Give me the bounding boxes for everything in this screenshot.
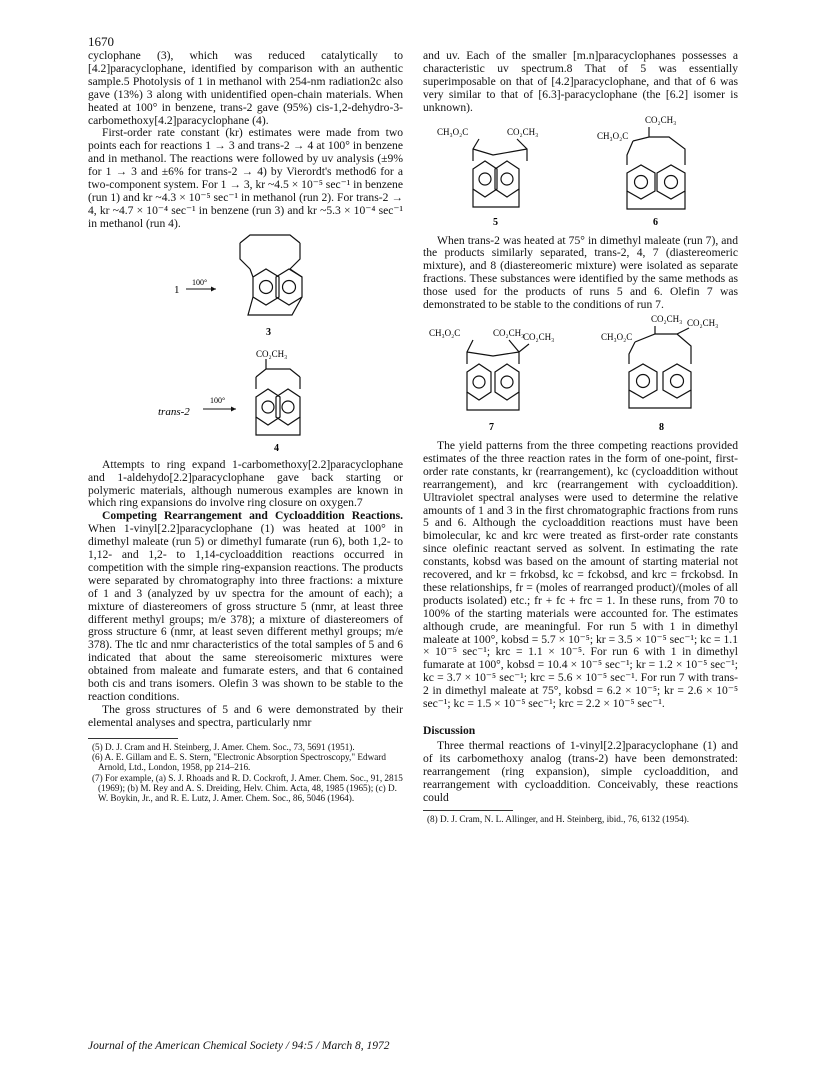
structure-7-left-group: CH₃O₂C xyxy=(429,327,461,338)
structure-6-label: 6 xyxy=(653,216,658,228)
structure-5-right-group: CO₂CH₃ xyxy=(507,126,539,137)
structure-5-drawing xyxy=(473,139,527,207)
footnote-7: (7) For example, (a) S. J. Rhoads and R. D. Cockroft, J. Amer. Chem. Soc., 91, 2815 (1969); (b) M. Rey and A. S. Dreiding, Helv. Chim. Acta, 48, 1985 (1965); (c) D. W. Boykin, Jr., and R. E. Lutz, J. Amer. Chem. Soc., 86, 5046 (1964). xyxy=(92,772,403,804)
scheme-2-reactant-label: trans-2 xyxy=(158,405,190,418)
structure-7-right-group: CO₂CH₃ xyxy=(523,331,555,342)
section-heading-competing: Competing Rearrangement and Cycloaddition Reactions. xyxy=(102,509,403,523)
structure-8-label: 8 xyxy=(659,421,664,433)
scheme-1-product-label: 3 xyxy=(266,326,271,338)
structure-8-top-group: CO₂CH₃ xyxy=(651,313,683,324)
scheme-2-temperature: 100° xyxy=(210,395,226,405)
footnote-6: (6) A. E. Gillam and E. S. Stern, "Electronic Absorption Spectroscopy," Edward Arnold, Ltd., London, 1958, pp 214–216. xyxy=(92,752,386,773)
scheme-1-temperature: 100° xyxy=(192,277,208,287)
structure-8-drawing xyxy=(629,326,691,408)
structure-6-left-group: CH₃O₂C xyxy=(597,130,629,141)
right-paragraph-3: The yield patterns from the three competing reactions provided estimates of the three reaction rates in the form of one-point, first-order rate constants, kr (rearrangement), kc (cycloaddition without rearrangement), and krc (rearrangement with cycloaddition). Ultraviolet spectral analyses were used to determine the relative amounts of 1 and 3 in the first chromatographic fractions from runs 5 and 6. Although the cycloaddition reactions must have been bimolecular, kc and krc were treated as first-order rate constants since olefinic reactant served as solvent. In estimating the rate constants, kobsd was based on the amount of starting material not recovered, and kr = frkobsd, kc = fckobsd, and krc = frckobsd. In these relationships, fr = (moles of rearranged product)/(moles of all products isolated) etc.; fr + fc + frc = 1. In these runs, from 70 to 100% of the starting materials were accounted for. The estimates although crude, are meaningful. For run 5 with 1 in dimethyl maleate at 100°, kobsd = 5.7 × 10⁻⁵; kr = 3.5 × 10⁻⁵ sec⁻¹; kc = 1.1 × 10⁻⁵ sec⁻¹; krc = 1.1 × 10⁻⁵. For run 6 with 1 in dimethyl fumarate at 100°, kobsd = 10.4 × 10⁻⁵ sec⁻¹; kr = 1.2 × 10⁻⁵ sec⁻¹; kc = 3.7 × 10⁻⁵ sec⁻¹; krc = 5.6 × 10⁻⁵ sec⁻¹. For run 7 with trans-2 in dimethyl maleate at 75°, kobsd = 6.2 × 10⁻⁵; kr = 2.6 × 10⁻⁵ sec⁻¹; kc = 1.5 × 10⁻⁵ sec⁻¹; krc = 2.2 × 10⁻⁵ sec⁻¹. xyxy=(423,438,738,711)
structures-7-8 xyxy=(423,312,738,440)
left-paragraph-4: When 1-vinyl[2.2]paracyclophane (1) was heated at 100° in dimethyl maleate (run 5) or dimethyl fumarate (run 6), both 1,2- to 1,12- and 1,2- to 1,14-cycloaddition reactions occurred in competition with the simple ring-expansion reactions. The products were separated by chromatography into three fractions: a mixture of 1 and 3 (analyzed by uv spectra for the amount of each); a mixture of diastereomers of gross structure 5 (nmr, at least three different methyl groups; m/e 378); a mixture of diastereomers of gross structure 6 (nmr, at least seven different methyl groups; m/e 378). The tlc and nmr characteristics of the total samples of 5 and 6 indicated that about the same stereoisomeric mixtures were obtained from maleate and fumarate esters, and that 6 contained both cis and trans isomers. Olefin 3 was shown to be stable to the reaction conditions. xyxy=(88,522,403,703)
left-paragraph-5: The gross structures of 5 and 6 were demonstrated by their elemental analyses and spectra, particularly nmr xyxy=(88,702,403,729)
structure-7-mid-group: CO₂CH₃ xyxy=(493,327,525,338)
structure-8-right-group: CO₂CH₃ xyxy=(687,317,719,328)
structure-6-top-group: CO₂CH₃ xyxy=(645,114,677,125)
scheme-2-substituent: CO₂CH₃ xyxy=(256,348,288,359)
right-paragraph-1: and uv. Each of the smaller [m.n]paracyclophanes possesses a characteristic uv spectrum.8 That of 5 was essentially superimposable on that of [4.2]paracyclophane, and that of 6 was very similar to that of [6.3]-paracyclophane (the [6.2] isomer is unknown). xyxy=(423,49,738,114)
scheme-2-product-label: 4 xyxy=(274,442,279,454)
footnote-5: (5) D. J. Cram and H. Steinberg, J. Amer. Chem. Soc., 73, 5691 (1951). xyxy=(92,741,355,752)
structures-5-6 xyxy=(423,115,738,235)
scheme-2-structure xyxy=(88,347,403,459)
section-heading-discussion: Discussion xyxy=(423,724,476,737)
right-paragraph-2: When trans-2 was heated at 75° in dimethyl maleate (run 7), and the products similarly separated, trans-2, 4, 7 (diastereomeric mixture), and 8 (diastereomeric mixture) were isolated as separate fractions. These substances were identified by the same methods as those used for the products of runs 5 and 6. Olefin 7 was demonstrated to be stable to the conditions of run 7. xyxy=(423,233,738,312)
left-paragraph-1: cyclophane (3), which was reduced catalytically to [4.2]paracyclophane, identified by comparison with an authentic sample.5 Photolysis of 1 in methanol with 254-nm radiation2c also gave (13%) 3 along with unidentified open-chain materials. When heated at 100° in benzene, trans-2 gave (95%) cis-1,2-dehydro-3-carbomethoxy[4.2]paracyclophane (4). xyxy=(88,49,403,127)
footnote-8: (8) D. J. Cram, N. L. Allinger, and H. Steinberg, ibid., 76, 6132 (1954). xyxy=(427,814,690,825)
left-footnotes xyxy=(88,738,403,804)
scheme-1-structure xyxy=(88,231,403,347)
right-column xyxy=(423,50,738,825)
structure-7-label: 7 xyxy=(489,421,494,433)
structure-8-left-group: CH₃O₂C xyxy=(601,331,633,342)
structure-5-label: 5 xyxy=(493,216,498,228)
structure-5-left-group: CH₃O₂C xyxy=(437,126,469,137)
page-number: 1670 xyxy=(88,34,114,49)
left-paragraph-3: Attempts to ring expand 1-carbomethoxy[2.2]paracyclophane and 1-aldehydo[2.2]paracyclophane gave back starting or polymeric materials, although numerous examples are known in which ring expansions do involve ring closure on oxygen.7 xyxy=(88,457,403,510)
cyclophane-4-drawing xyxy=(256,359,300,435)
scheme-1-reactant-label: 1 xyxy=(174,283,180,296)
cyclophane-3-drawing xyxy=(240,235,302,315)
right-footnotes xyxy=(423,810,738,824)
journal-footer: Journal of the American Chemical Society / 94:5 / March 8, 1972 xyxy=(88,1040,390,1052)
left-column xyxy=(88,50,403,804)
structure-6-drawing xyxy=(627,127,685,209)
structure-7-drawing xyxy=(467,340,529,410)
right-paragraph-4: Three thermal reactions of 1-vinyl[2.2]paracyclophane (1) and of its carbomethoxy analog (trans-2) have been demonstrated: rearrangement (ring expansion), simple cycloaddition, and rearrangement with cycloaddition. Conceivably, these reactions could xyxy=(423,738,738,804)
left-paragraph-2: First-order rate constant (kr) estimates were made from two points each for reactions 1 → 3 and trans-2 → 4 at 100° in benzene and in methanol. The reactions were followed by uv analysis (±9% for 1 → 3 and ±6% for trans-2 → 4) by Vierordt's method6 for a two-component system. For 1 → 3, kr ~4.5 × 10⁻⁵ sec⁻¹ in benzene (run 1) and kr ~4.3 × 10⁻⁵ sec⁻¹ in methanol (run 2). For trans-2 → 4, kr ~4.7 × 10⁻⁴ sec⁻¹ in benzene (run 3) and kr ~5.3 × 10⁻⁴ sec⁻¹ in methanol (run 4). xyxy=(88,126,403,230)
